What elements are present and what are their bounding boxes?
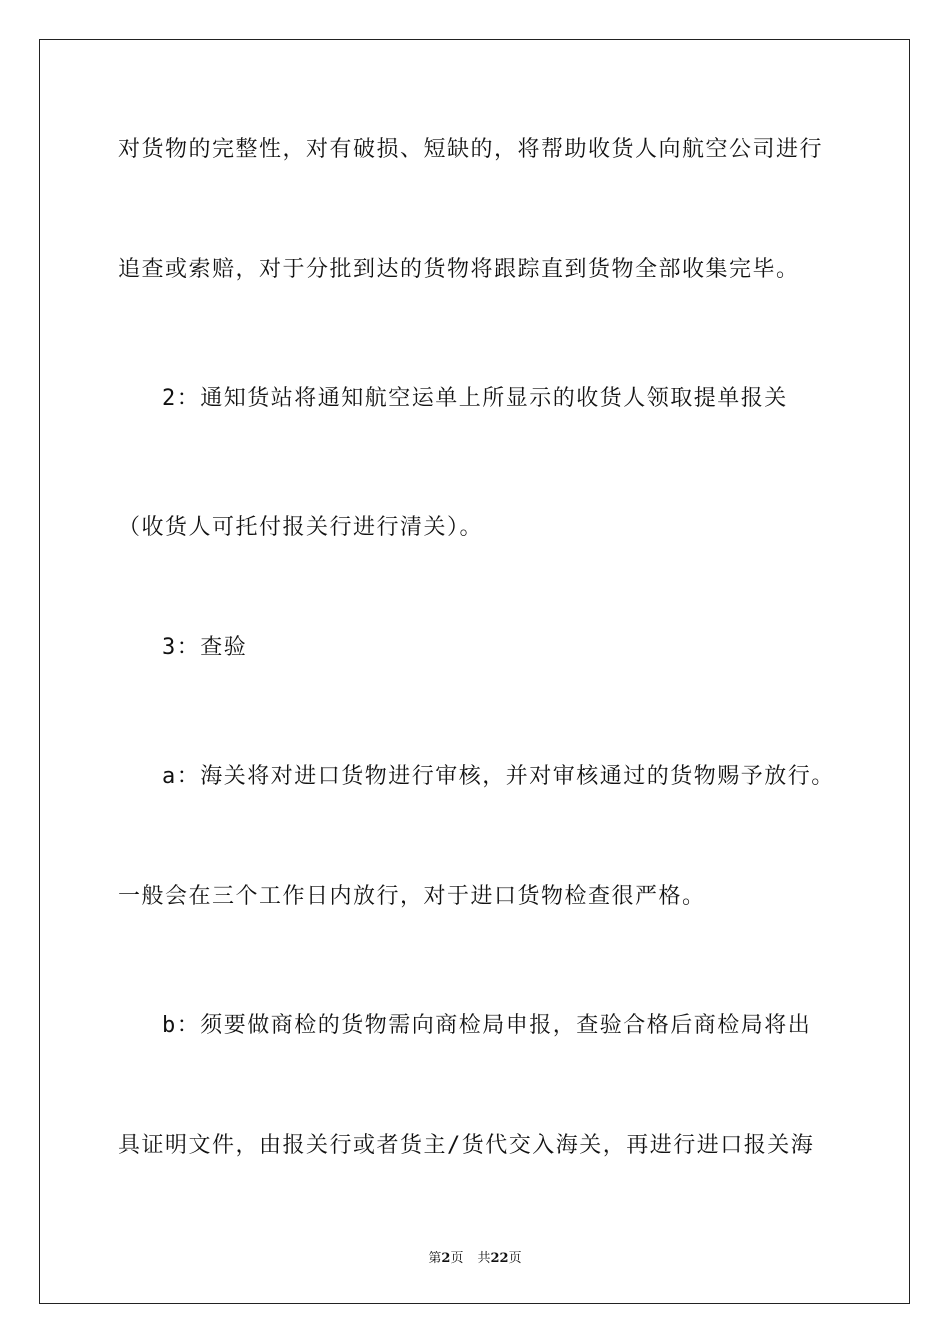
paragraph-line-7: 一般会在三个工作日内放行，对于进口货物检查很严格。 [118, 884, 706, 909]
footer-page-suffix: 页 [450, 1251, 464, 1266]
paragraph-line-2: 追查或索赔，对于分批到达的货物将跟踪直到货物全部收集完毕。 [118, 257, 800, 282]
page-border [39, 39, 910, 1304]
footer-total-suffix: 页 [508, 1251, 522, 1266]
footer-total-prefix: 共 [477, 1251, 491, 1266]
paragraph-line-3: 2：通知货站将通知航空运单上所显示的收货人领取提单报关 [162, 386, 788, 411]
footer-total-pages: 22 [490, 1251, 509, 1266]
paragraph-line-9: 具证明文件，由报关行或者货主/货代交入海关，再进行进口报关海 [118, 1133, 815, 1158]
paragraph-line-6: a：海关将对进口货物进行审核，并对审核通过的货物赐予放行。 [162, 764, 835, 789]
paragraph-line-8: b：须要做商检的货物需向商检局申报，查验合格后商检局将出 [162, 1013, 812, 1038]
paragraph-line-1: 对货物的完整性，对有破损、短缺的，将帮助收货人向航空公司进行 [118, 137, 824, 162]
page-footer [0, 1247, 950, 1266]
footer-page-number: 2 [441, 1251, 451, 1266]
paragraph-line-4: （收货人可托付报关行进行清关）。 [118, 515, 484, 540]
section-heading-inspection: 3：查验 [162, 635, 248, 660]
footer-page-prefix: 第 [428, 1251, 442, 1266]
